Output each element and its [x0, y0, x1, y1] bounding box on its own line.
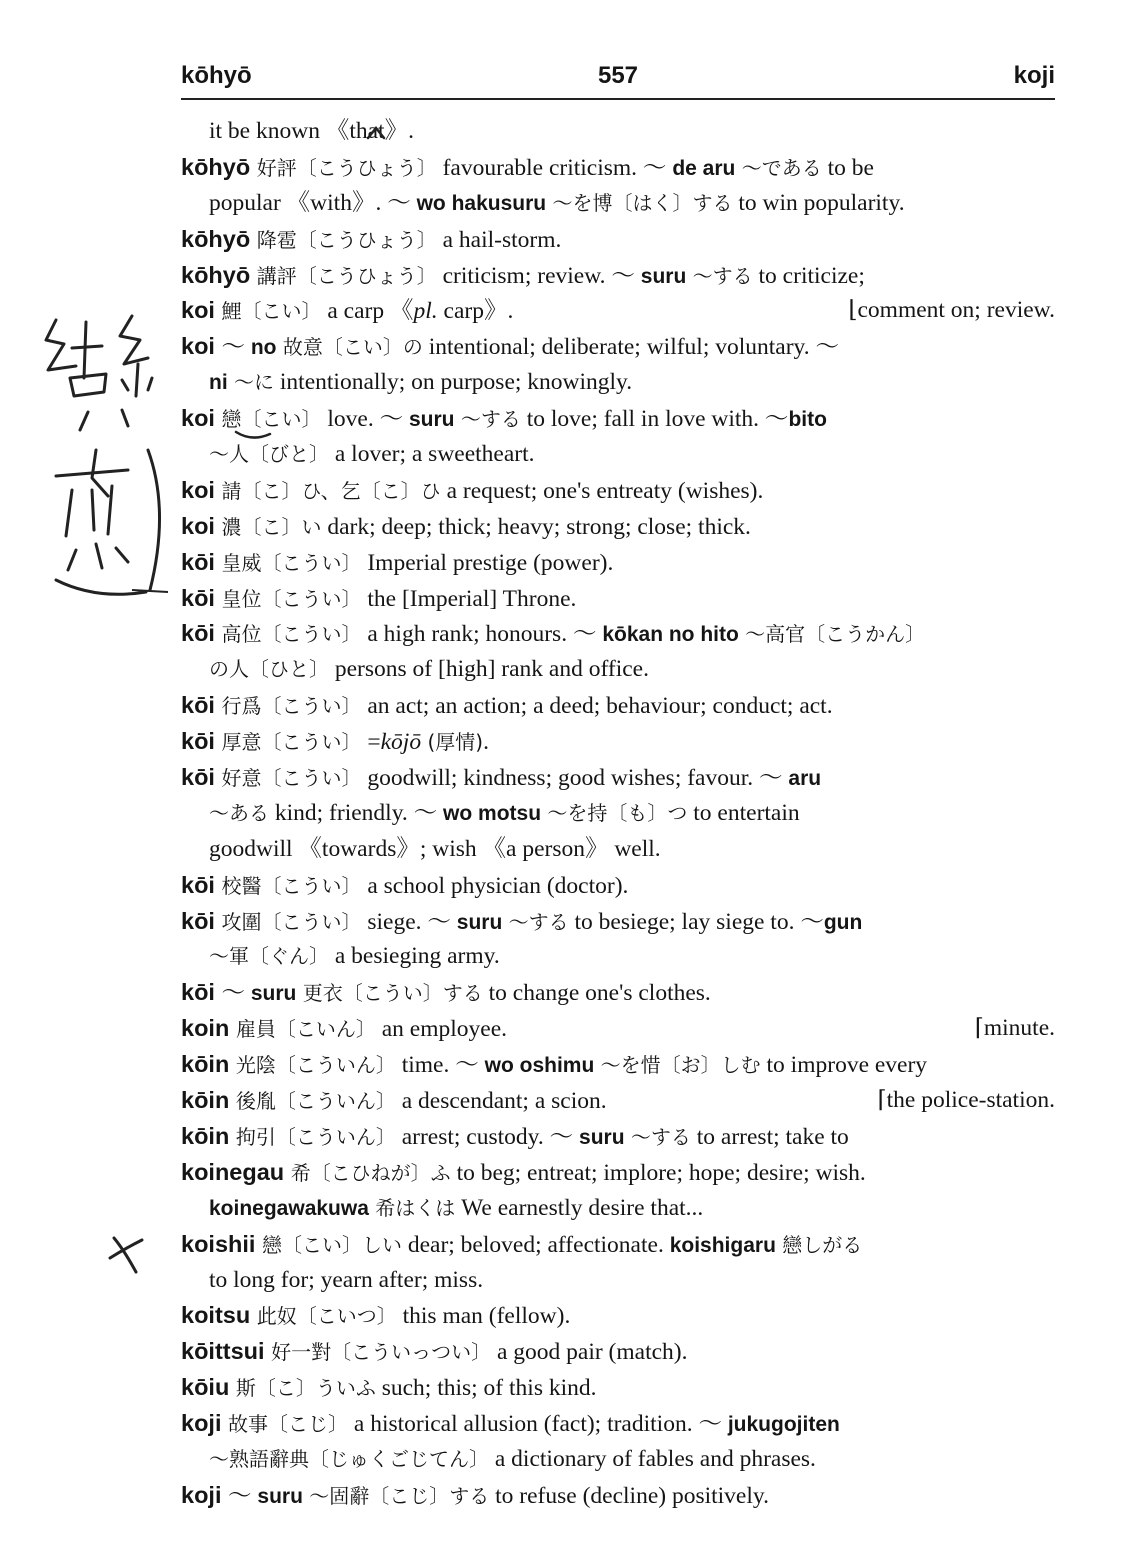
definition-text: to love; fall in love with. ～: [520, 406, 789, 433]
page-header: [181, 60, 1055, 96]
definition-text: to win popularity.: [732, 189, 905, 216]
header-rule: [181, 98, 1055, 100]
entry-line: [181, 293, 1055, 329]
definition-text: to entertain: [687, 799, 800, 826]
entry-line: [181, 760, 1055, 796]
kanji-text: ～する: [624, 1124, 691, 1149]
definition-text: such; this; of this kind.: [375, 1375, 597, 1402]
definition-text: dear; beloved; affectionate.: [401, 1231, 670, 1258]
headword: koi: [181, 476, 222, 503]
kanji-text: 高位〔こうい〕: [221, 622, 362, 647]
romaji-phrase: suru: [579, 1125, 625, 1149]
headword: kōi: [181, 979, 222, 1006]
definition-text: =: [361, 729, 381, 756]
definition-text: a hail-storm.: [436, 226, 562, 253]
kanji-text: 講評〔こうひょう〕: [256, 263, 437, 288]
header-right-guide-word: koji: [1013, 62, 1055, 89]
romaji-phrase: jukugojiten: [727, 1413, 840, 1437]
entry-line: [181, 1227, 1055, 1263]
headword: kōhyō: [181, 153, 257, 180]
definition-text: to besiege; lay siege to. ～: [568, 908, 824, 935]
kanji-text: (厚情): [421, 730, 484, 755]
entry-line: [181, 581, 1055, 617]
headword: koin: [181, 1015, 236, 1042]
kanji-text: ～人〔びと〕: [209, 442, 329, 467]
kanji-text: 拘引〔こういん〕: [235, 1124, 396, 1149]
romaji-phrase: koishigaru: [669, 1233, 776, 1257]
entry-line: [181, 688, 1055, 724]
definition-text: this man (fellow).: [396, 1303, 571, 1330]
romaji-phrase: wo hakusuru: [416, 191, 547, 215]
definition-text: 《that》.: [325, 118, 414, 144]
runover-text: ⌈the police-station.: [877, 1087, 1055, 1114]
entry-line: [181, 258, 1055, 294]
kanji-text: ～高官〔こうかん〕: [738, 622, 926, 647]
kanji-text: 好評〔こうひょう〕: [256, 155, 437, 180]
kanji-text: 故事〔こじ〕: [228, 1412, 349, 1437]
definition-text: intentionally; on purpose; knowingly.: [274, 369, 633, 396]
kanji-text: ～ある: [209, 800, 269, 825]
entry-line: [181, 1442, 1055, 1478]
kanji-text: 鯉〔こい〕: [221, 299, 322, 324]
definition-text: time. ～: [395, 1052, 485, 1079]
definition-text: .: [483, 729, 489, 756]
kanji-text: ～する: [454, 407, 521, 432]
romaji-phrase: wo oshimu: [484, 1054, 595, 1078]
kanji-text: ～する: [502, 909, 569, 934]
romaji-phrase: wo motsu: [443, 801, 542, 825]
definition-text: siege. ～: [361, 908, 457, 935]
entry-line: [181, 365, 1055, 401]
kanji-text: 希〔こひねが〕ふ: [290, 1160, 451, 1185]
handwritten-underline: [234, 428, 274, 444]
kanji-text: ～を惜〔お〕しむ: [594, 1053, 761, 1078]
kanji-text: 行爲〔こうい〕: [221, 694, 362, 719]
definition-text: to be: [821, 154, 874, 181]
kanji-text: 皇威〔こうい〕: [221, 550, 362, 575]
kanji-text: 光陰〔こういん〕: [235, 1053, 396, 1078]
romaji-phrase: kōkan no hito: [602, 623, 739, 647]
kanji-text: 好意〔こうい〕: [221, 766, 362, 791]
italic-text: pl.: [413, 298, 438, 325]
kanji-text: 請〔こ〕ひ、乞〔こ〕ひ: [221, 478, 441, 503]
headword: koinegau: [181, 1158, 291, 1185]
entry-line: [181, 1406, 1055, 1442]
entry-line: [181, 186, 1055, 222]
runover-text: ⌊comment on; review.: [848, 297, 1055, 324]
runover-text: ⌈minute.: [974, 1015, 1055, 1042]
headword: kōi: [181, 620, 222, 647]
headword: koji: [181, 1481, 229, 1508]
romaji-phrase: suru: [250, 982, 297, 1006]
headword: koitsu: [181, 1302, 257, 1329]
entry-line: [181, 1047, 1055, 1083]
kanji-text: ～固辭〔こじ〕する: [302, 1483, 490, 1508]
entry-line: [181, 1155, 1055, 1191]
entry-line: [181, 401, 1055, 437]
headword: kōi: [181, 764, 222, 791]
entry-line: [181, 545, 1055, 581]
entry-line: [181, 1191, 1055, 1227]
definition-text: kind; friendly. ～: [269, 799, 444, 826]
definition-text: a carp 《: [321, 298, 414, 325]
definition-text: a besieging army.: [329, 943, 500, 970]
entry-line: [181, 1011, 1055, 1047]
romaji-phrase: gun: [823, 910, 863, 934]
handwritten-caret: [366, 122, 388, 142]
romaji-phrase: no: [250, 336, 277, 360]
kanji-text: 降雹〔こうひょう〕: [256, 227, 437, 252]
kanji-text: 雇員〔こいん〕: [235, 1017, 376, 1042]
definition-text: to improve every: [760, 1052, 928, 1079]
headword: kōhyō: [181, 261, 257, 288]
entry-line: [181, 437, 1055, 473]
kanji-text: 好一對〔こういっつい〕: [271, 1340, 492, 1365]
headword: kōi: [181, 907, 222, 934]
definition-text: dark; deep; thick; heavy; strong; close; thick.: [321, 513, 751, 540]
definition-text: love. ～: [321, 406, 409, 433]
romaji-phrase: de aru: [672, 156, 736, 180]
definition-text: Imperial prestige (power).: [361, 549, 614, 576]
definition-text: to refuse (decline) positively.: [489, 1482, 769, 1509]
kanji-text: の人〔ひと〕: [209, 657, 329, 682]
kanji-text: ～軍〔ぐん〕: [209, 944, 329, 969]
definition-text: goodwill; kindness; good wishes; favour. ～: [361, 765, 789, 792]
kanji-text: ～する: [686, 263, 753, 288]
definition-text: arrest; custody. ～: [395, 1123, 580, 1150]
entry-line: [181, 150, 1055, 186]
kanji-text: 希はくは: [368, 1195, 456, 1220]
romaji-phrase: koinegawakuwa: [209, 1196, 369, 1220]
kanji-text: 故意〔こい〕の: [276, 335, 423, 360]
entry-line: [181, 509, 1055, 545]
definition-text: intentional; deliberate; wilful; voluntary. ～: [422, 334, 840, 361]
definition-text: a descendant; a scion.: [395, 1088, 607, 1115]
romaji-phrase: suru: [257, 1484, 303, 1508]
definition-text: carp》.: [437, 298, 514, 325]
entry-line: [181, 1334, 1055, 1370]
definition-text: to beg; entreat; implore; hope; desire; wish.: [450, 1159, 866, 1186]
headword: koi: [181, 405, 222, 432]
romaji-phrase: suru: [456, 910, 503, 934]
romaji-phrase: suru: [640, 264, 687, 288]
romaji-phrase: aru: [788, 767, 822, 791]
headword: kōhyō: [181, 225, 257, 252]
definition-text: an act; an action; a deed; behaviour; conduct; act.: [361, 693, 833, 720]
definition-text: a historical allusion (fact); tradition. ～: [348, 1411, 728, 1438]
entry-line: [181, 222, 1055, 258]
kanji-text: 更衣〔こうい〕する: [296, 981, 483, 1006]
entry-line: [181, 652, 1055, 688]
definition-text: popular 《with》. ～: [209, 189, 417, 216]
definition-text: ～: [221, 980, 251, 1007]
definition-text: an employee.: [375, 1016, 507, 1043]
definition-text: We earnestly desire that...: [455, 1194, 704, 1221]
entry-line: [181, 1083, 1055, 1119]
handwritten-x-mark: [106, 1232, 146, 1276]
definition-text: the [Imperial] Throne.: [361, 585, 577, 612]
headword: kōin: [181, 1122, 236, 1149]
italic-text: kōjō: [380, 729, 422, 756]
kanji-text: 厚意〔こうい〕: [221, 730, 362, 755]
headword: kōittsui: [181, 1338, 272, 1365]
definition-text: a good pair (match).: [491, 1339, 688, 1366]
entry-line: [181, 796, 1055, 832]
definition-text: a lover; a sweetheart.: [329, 441, 535, 468]
entry-line: [181, 114, 1055, 150]
definition-text: a high rank; honours. ～: [361, 621, 603, 648]
headword: koishii: [181, 1230, 262, 1257]
kanji-text: ～を博〔はく〕する: [546, 190, 733, 215]
definition-text: a school physician (doctor).: [361, 872, 629, 899]
definition-text: a request; one's entreaty (wishes).: [440, 477, 764, 504]
definition-text: to arrest; take to: [690, 1123, 849, 1150]
entry-line: [181, 1478, 1055, 1514]
headword: koi: [181, 512, 222, 539]
dictionary-entries: [181, 114, 1055, 1514]
headword: kōiu: [181, 1374, 236, 1401]
entry-line: [181, 329, 1055, 365]
entry-line: [181, 904, 1055, 940]
kanji-text: 攻圍〔こうい〕: [221, 909, 362, 934]
header-left-guide-word: kōhyō: [181, 62, 252, 89]
entry-line: [181, 868, 1055, 904]
entry-line: [181, 473, 1055, 509]
kanji-text: ～を持〔も〕つ: [541, 800, 688, 825]
definition-text: to change one's clothes.: [482, 980, 711, 1007]
headword: kōi: [181, 728, 222, 755]
entry-line: [181, 1263, 1055, 1299]
entry-line: [181, 939, 1055, 975]
kanji-text: ～に: [227, 370, 275, 395]
kanji-text: 戀〔こい〕: [221, 407, 322, 432]
kanji-text: 戀〔こい〕しい: [261, 1232, 402, 1257]
kanji-text: 後胤〔こういん〕: [235, 1089, 396, 1114]
kanji-text: 斯〔こ〕ういふ: [235, 1376, 376, 1401]
definition-text: ～: [228, 1482, 258, 1509]
definition-text: a dictionary of fables and phrases.: [489, 1445, 816, 1472]
headword: koi: [181, 297, 222, 324]
entry-line: [181, 616, 1055, 652]
definition-text: goodwill 《towards》; wish 《a person》 well.: [209, 835, 661, 862]
page-number: 557: [597, 62, 639, 89]
entry-line: [181, 975, 1055, 1011]
entry-line: [181, 1119, 1055, 1155]
headword: kōi: [181, 584, 222, 611]
kanji-text: ～熟語辭典〔じゅくごじてん〕: [209, 1446, 489, 1471]
handwritten-margin-notes: [36, 300, 186, 620]
romaji-phrase: suru: [408, 408, 455, 432]
entry-line: [181, 1298, 1055, 1334]
kanji-text: 濃〔こ〕い: [221, 514, 322, 539]
entry-line: [181, 832, 1055, 868]
headword: kōi: [181, 548, 222, 575]
definition-text: to criticize;: [752, 262, 865, 289]
headword: kōin: [181, 1051, 236, 1078]
entry-line: [181, 1370, 1055, 1406]
romaji-phrase: ni: [209, 371, 228, 395]
headword: koi: [181, 333, 222, 360]
headword: kōi: [181, 692, 222, 719]
kanji-text: 皇位〔こうい〕: [221, 586, 362, 611]
kanji-text: 戀しがる: [775, 1232, 863, 1257]
headword: kōin: [181, 1087, 236, 1114]
headword: kōi: [181, 871, 222, 898]
kanji-text: 校醫〔こうい〕: [221, 873, 362, 898]
kanji-text: ～である: [735, 155, 822, 180]
entry-line: [181, 724, 1055, 760]
definition-text: criticism; review. ～: [436, 262, 641, 289]
kanji-text: 此奴〔こいつ〕: [256, 1304, 397, 1329]
definition-text: it be known: [209, 118, 326, 144]
romaji-phrase: bito: [788, 408, 827, 432]
definition-text: favourable criticism. ～: [436, 154, 673, 181]
definition-text: to long for; yearn after; miss.: [209, 1266, 484, 1293]
definition-text: persons of [high] rank and office.: [329, 656, 649, 683]
headword: koji: [181, 1410, 229, 1437]
definition-text: ～: [221, 334, 251, 361]
